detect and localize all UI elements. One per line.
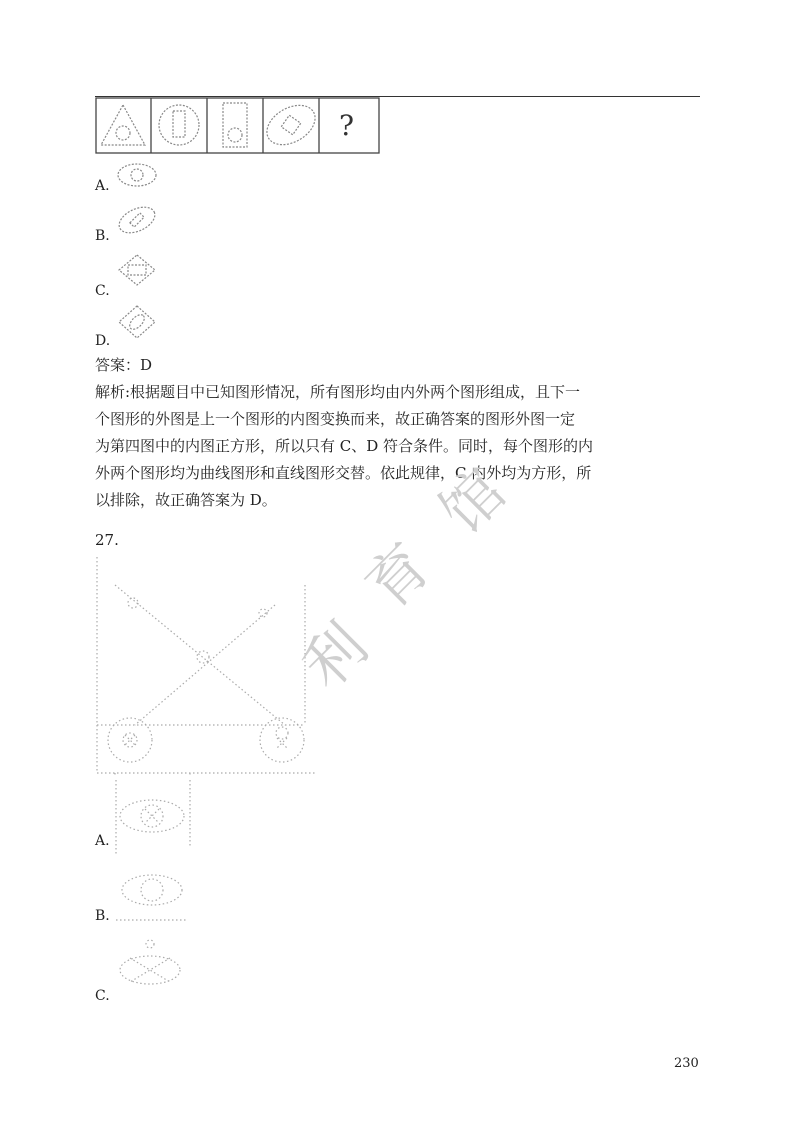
option-d-label: D.: [95, 333, 111, 349]
option-a-figure: [115, 160, 159, 190]
page-number: 230: [674, 1056, 699, 1071]
puzzle-cell-1-figure: [101, 105, 145, 145]
puzzle-strip: [95, 97, 385, 155]
q27-option-c-figure: [112, 932, 197, 992]
option-d-figure: [115, 303, 159, 341]
q27-option-c-label: C.: [95, 988, 110, 1004]
analysis-line: 以排除，故正确答案为 D。: [95, 491, 277, 509]
option-b-figure: [115, 203, 159, 237]
puzzle-cell-3-figure: [223, 103, 247, 147]
q27-option-a-figure: [112, 778, 197, 858]
analysis-line: 外两个图形均为曲线图形和直线图形交替。依此规律，C 内外均为方形，所: [95, 464, 592, 482]
question-number: 27.: [95, 531, 119, 549]
option-c-figure: [115, 252, 159, 288]
watermark-char: 育: [352, 530, 445, 623]
analysis-line: 为第四图中的内图正方形，所以只有 C、D 符合条件。同时，每个图形的内: [95, 437, 594, 455]
option-c-label: C.: [95, 283, 110, 299]
answer-line: 答案：D: [95, 356, 153, 374]
q27-option-b-figure: [112, 868, 197, 928]
watermark-char: 利: [289, 610, 382, 703]
q27-option-b-label: B.: [95, 908, 110, 924]
option-b-label: B.: [95, 228, 110, 244]
analysis-text: [95, 379, 705, 514]
analysis-line: 解析:根据题目中已知图形情况，所有图形均由内外两个图形组成，且下一: [95, 383, 581, 401]
puzzle-question-mark: ?: [339, 109, 355, 142]
q27-option-a-label: A.: [95, 833, 110, 849]
analysis-line: 个图形的外图是上一个图形的内图变换而来，故正确答案的图形外图一定: [95, 410, 576, 428]
q27-main-figure: [95, 555, 325, 777]
option-a-label: A.: [95, 178, 110, 194]
puzzle-cell-2-figure: [159, 105, 199, 145]
watermark-char: 馆: [427, 455, 520, 548]
puzzle-cell-4-figure: [260, 97, 322, 152]
